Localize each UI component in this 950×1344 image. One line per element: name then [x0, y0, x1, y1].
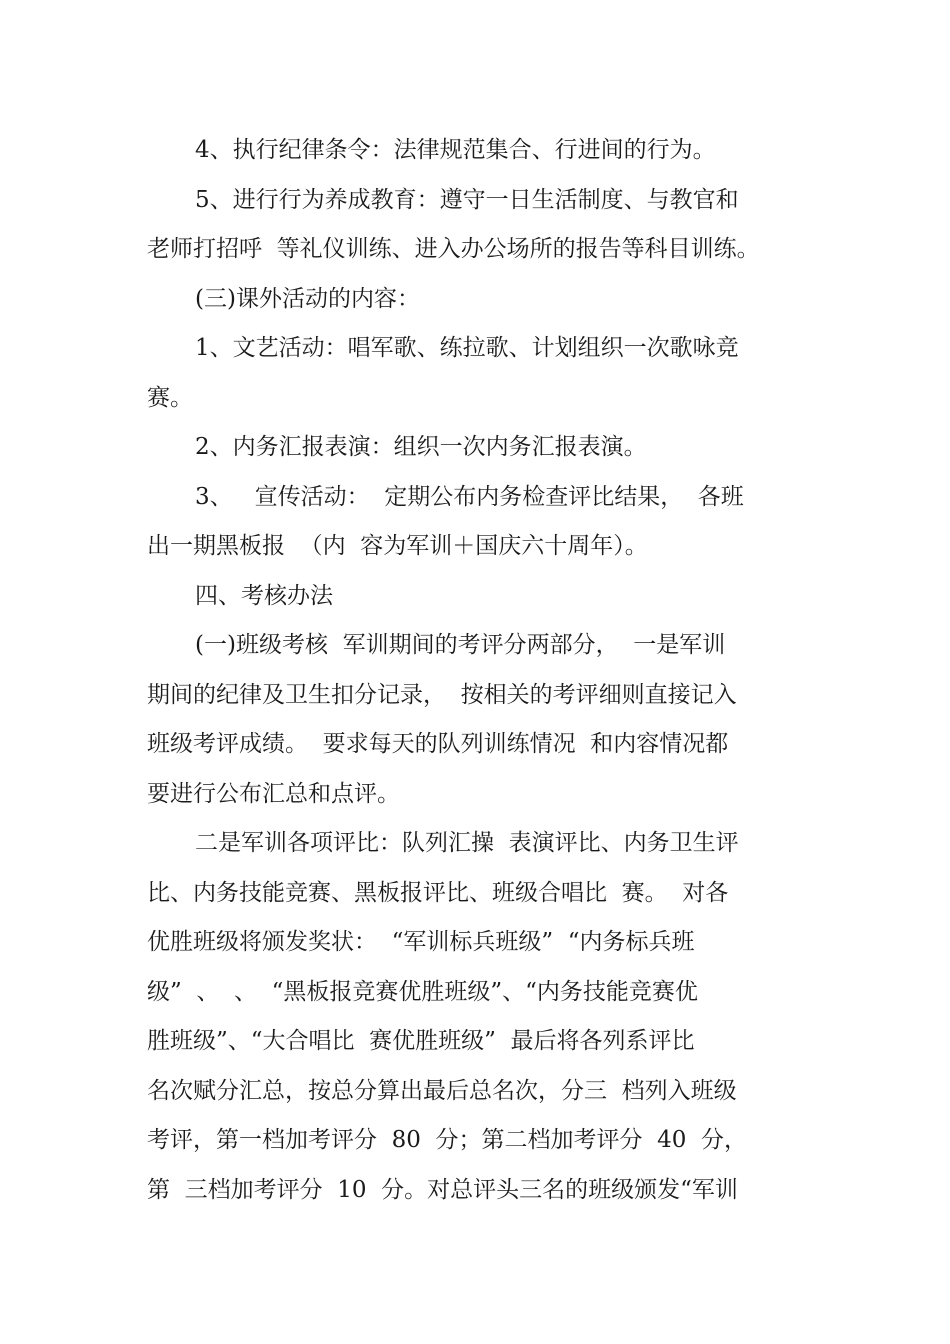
assessment-1-line-2: 期间的纪律及卫生扣分记录， 按相关的考评细则直接记入: [147, 681, 737, 708]
assessment-2-line-3: 优胜班级将颁发奖状： “军训标兵班级” “内务标兵班: [147, 929, 695, 955]
item-5-behavior-line-2: 老师打招呼 等礼仪训练、进入办公场所的报告等科目训练。: [147, 236, 760, 262]
activity-3-line-2: 出一期黑板报 （内 容为军训＋国庆六十周年）。: [147, 533, 648, 559]
activity-2: 2、内务汇报表演：组织一次内务汇报表演。: [195, 434, 647, 460]
assessment-2-line-2: 比、内务技能竞赛、黑板报评比、班级合唱比 赛。 对各: [147, 879, 729, 906]
assessment-1-line-1: (一)班级考核 军训期间的考评分两部分， 一是军训: [195, 632, 726, 658]
activity-1-line-2: 赛。: [147, 384, 193, 411]
assessment-2-line-8: 第 三档加考评分 10 分。对总评头三名的班级颁发“军训: [147, 1176, 738, 1203]
assessment-1-line-3: 班级考评成绩。 要求每天的队列训练情况 和内容情况都: [147, 731, 729, 757]
activity-1-line-1: 1、文艺活动：唱军歌、练拉歌、计划组织一次歌咏竞: [195, 335, 739, 361]
assessment-2-line-7: 考评，第一档加考评分 80 分；第二档加考评分 40 分，: [147, 1127, 748, 1153]
assessment-2-line-1: 二是军训各项评比：队列汇操 表演评比、内务卫生评: [195, 830, 739, 856]
assessment-1-line-4: 要进行公布汇总和点评。: [147, 780, 400, 807]
assessment-2-line-4: 级” 、 、 “黑板报竞赛优胜班级”、“内务技能竞赛优: [147, 978, 698, 1005]
activity-3-line-1: 3、 宣传活动： 定期公布内务检查评比结果， 各班: [195, 483, 744, 510]
body-text: [147, 126, 807, 1215]
item-4-discipline: 4、执行纪律条令：法律规范集合、行进间的行为。: [195, 137, 716, 163]
assessment-2-line-6: 名次赋分汇总，按总分算出最后总名次，分三 档列入班级: [147, 1077, 737, 1104]
assessment-2-line-5: 胜班级”、“大合唱比 赛优胜班级” 最后将各列系评比: [147, 1028, 695, 1054]
item-5-behavior-line-1: 5、进行行为养成教育：遵守一日生活制度、与教官和: [195, 186, 739, 213]
section-3-heading: (三)课外活动的内容：: [195, 285, 420, 312]
section-4-heading: 四、考核办法: [195, 582, 333, 609]
